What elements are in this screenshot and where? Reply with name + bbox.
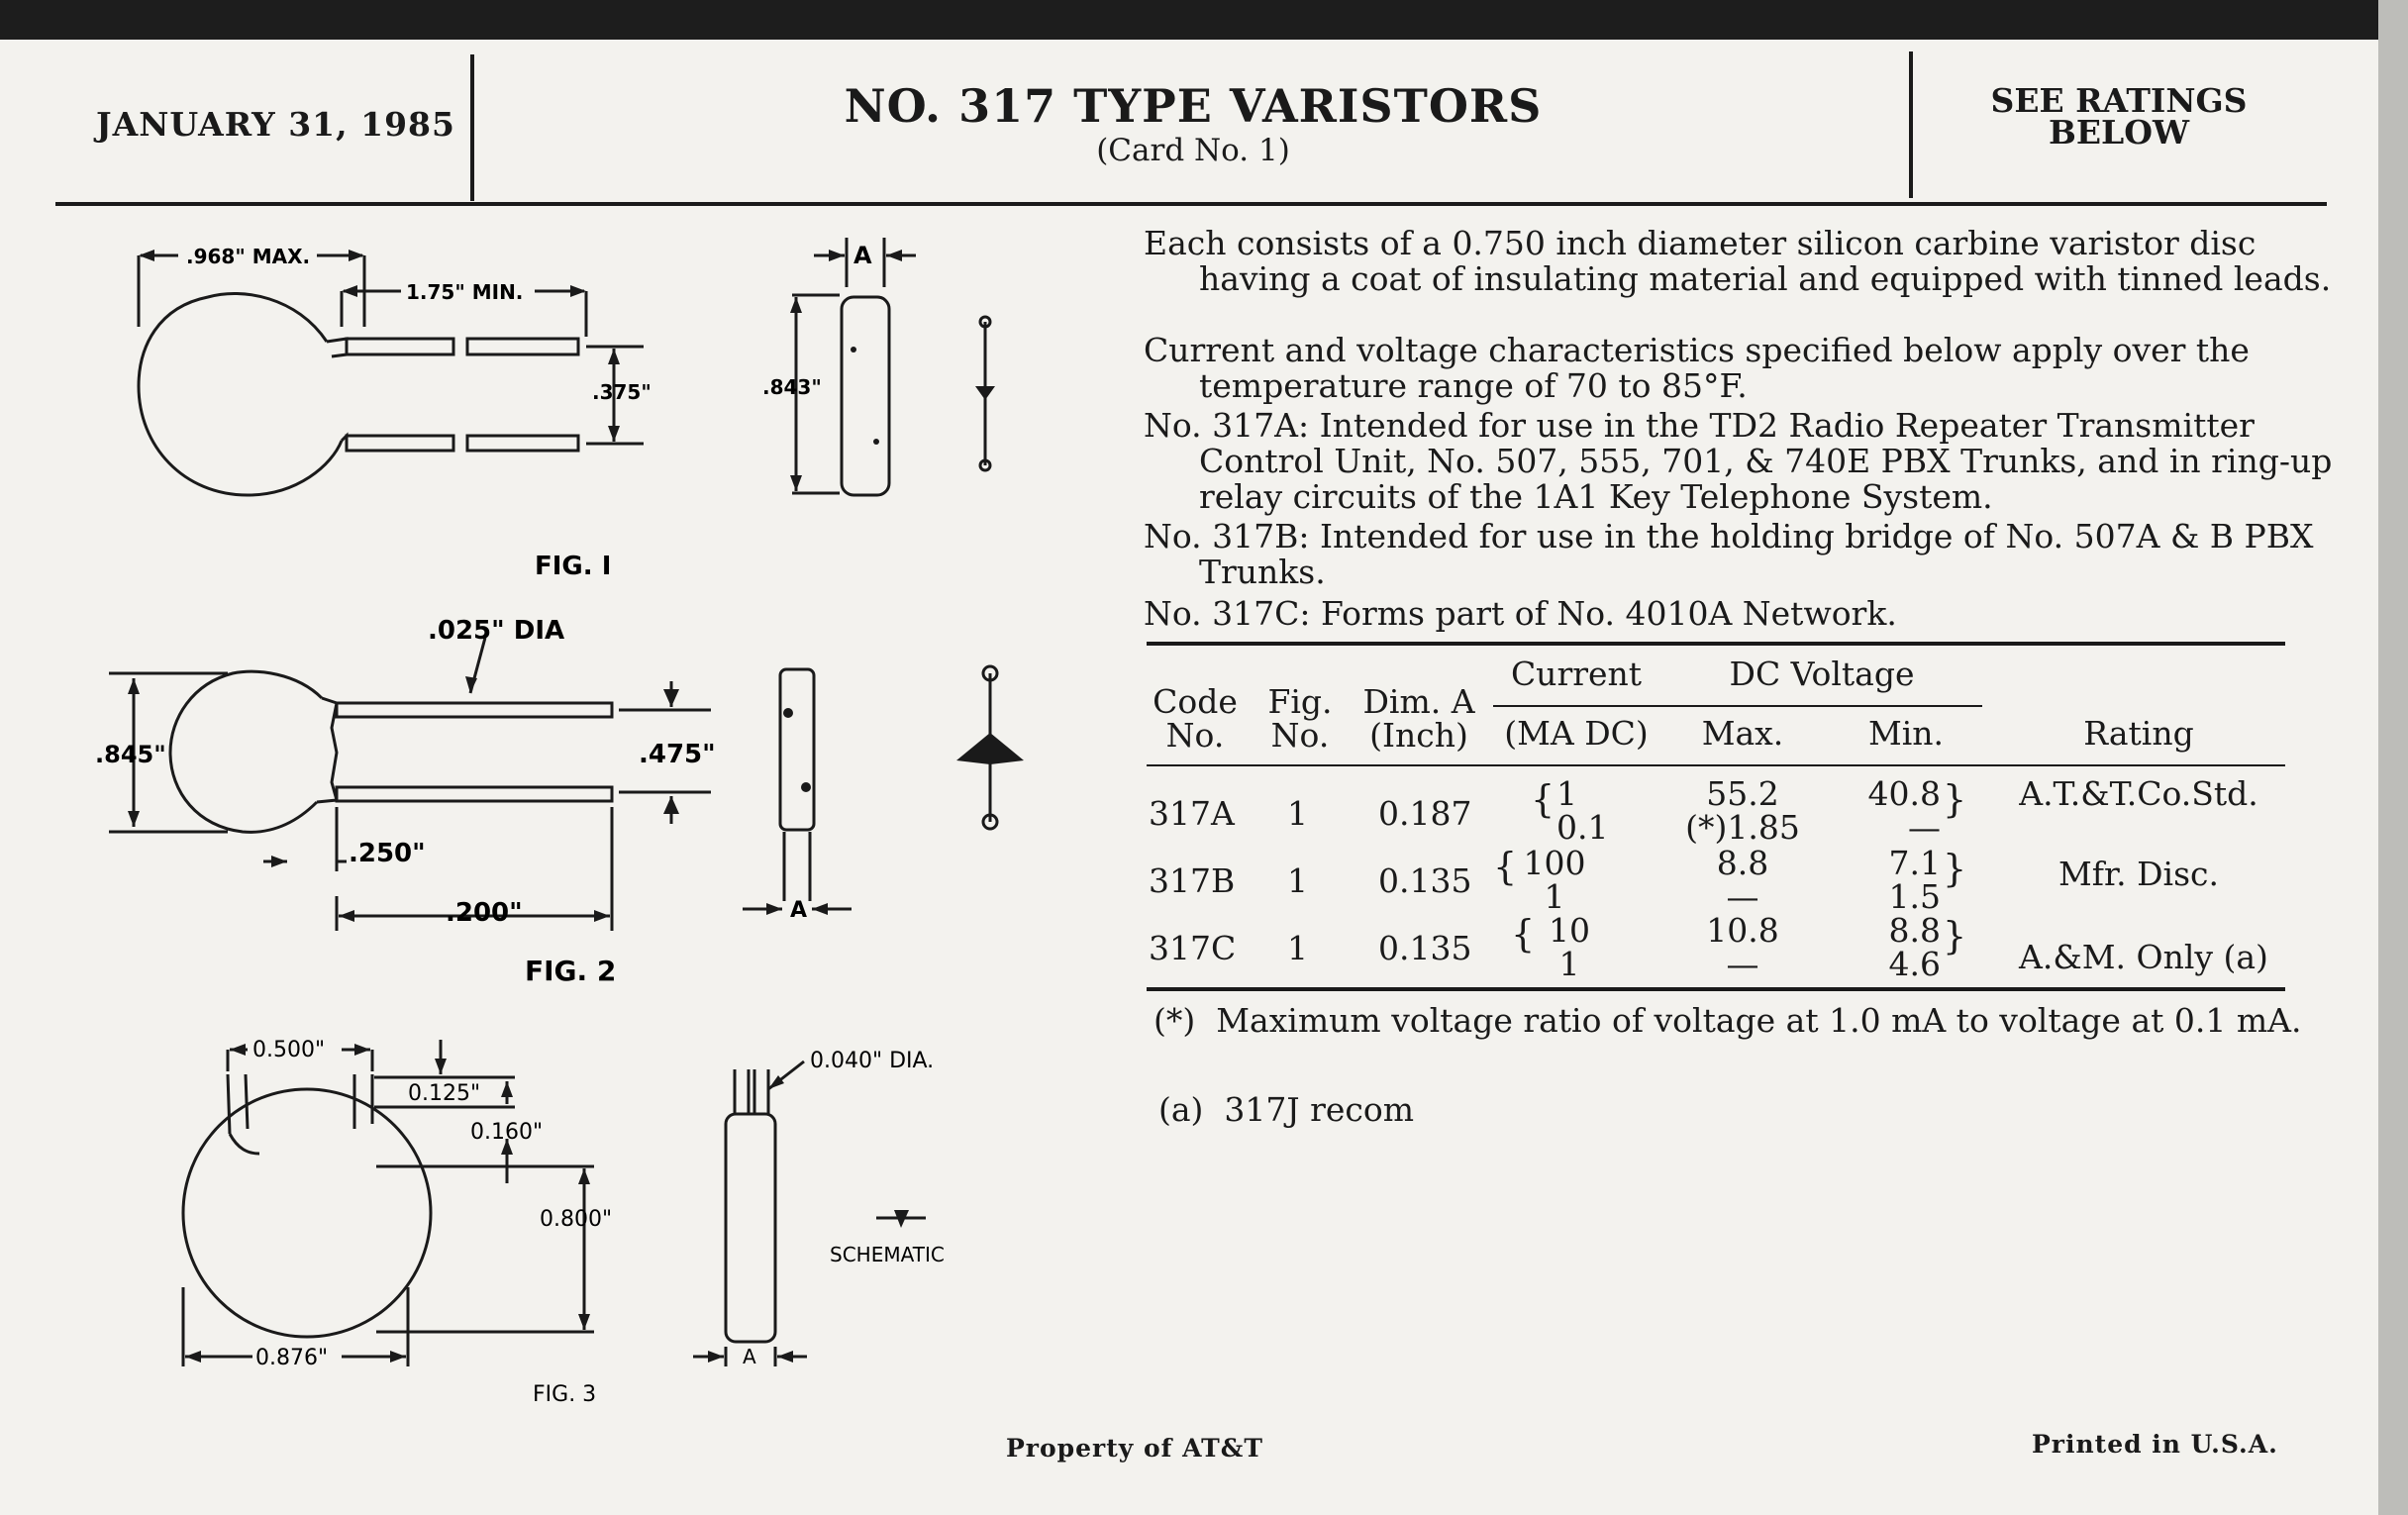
table-top-rule xyxy=(1147,642,2285,646)
cell-current-2: 0.1 xyxy=(1556,808,1609,847)
footnote-text: 317J recom xyxy=(1224,1090,1415,1129)
fig2-thickness: A xyxy=(790,898,808,923)
brace-open: { xyxy=(1493,845,1518,888)
table-bottom-rule xyxy=(1147,987,2285,991)
fig2-disc-body xyxy=(170,671,322,832)
header-divider-right xyxy=(1909,51,1913,198)
brace-open: { xyxy=(1531,777,1555,821)
th-code: Code No. xyxy=(1153,682,1238,755)
fig3-lead-spacing: 0.500" xyxy=(252,1038,326,1062)
page-title: NO. 317 TYPE VARISTORS xyxy=(844,79,1543,133)
fig3-width: 0.876" xyxy=(255,1346,329,1370)
th-current-unit: (MA DC) xyxy=(1504,714,1649,753)
th-current: Current xyxy=(1510,655,1643,693)
th-max: Max. xyxy=(1701,714,1784,753)
cell-rating: A.T.&T.Co.Std. xyxy=(2019,774,2258,813)
brace-open: { xyxy=(1511,912,1536,956)
cell-current-2: 1 xyxy=(1558,945,1580,983)
fig3-disc-body xyxy=(183,1089,431,1337)
description-para-2: Current and voltage characteristics specified below apply over the temperature range of 70 to 85°F. xyxy=(1144,331,2250,405)
fig2-dia: .845" xyxy=(95,741,166,768)
fig3-label: FIG. 3 xyxy=(533,1382,597,1407)
ratings-line-2: BELOW xyxy=(2048,113,2190,152)
ratings-note xyxy=(1931,81,2307,152)
brace-close: } xyxy=(1943,847,1967,890)
cell-max-1: 10.8 xyxy=(1706,911,1779,950)
cell-fig: 1 xyxy=(1287,794,1308,833)
cell-code: 317C xyxy=(1149,929,1237,967)
cell-current-2: 1 xyxy=(1544,877,1565,916)
header-date: JANUARY 31, 1985 xyxy=(96,105,455,144)
footnote-a xyxy=(1158,1090,1414,1129)
cell-min-2: 4.6 xyxy=(1888,945,1941,983)
figures-drawing xyxy=(0,0,1109,1446)
fig1-thickness: A xyxy=(853,242,872,269)
fig2-spacing: .475" xyxy=(639,740,716,769)
footer-printed: Printed in U.S.A. xyxy=(2032,1430,2278,1459)
cell-max-2: — xyxy=(1726,945,1759,983)
cell-min-1: 8.8 xyxy=(1888,911,1941,950)
cell-min-1: 7.1 xyxy=(1888,844,1941,882)
fig2-length: .200" xyxy=(446,898,523,928)
cell-max-1: 8.8 xyxy=(1716,844,1769,882)
fig1-spacing: .375" xyxy=(592,380,652,404)
cell-code: 317B xyxy=(1149,861,1236,900)
description-para-4: No. 317B: Intended for use in the holding bridge of No. 507A & B PBX Trunks. xyxy=(1144,517,2314,591)
cell-dim: 0.135 xyxy=(1378,861,1472,900)
cell-current-1: 10 xyxy=(1549,911,1590,950)
cell-fig: 1 xyxy=(1287,929,1308,967)
ratings-line-1: SEE RATINGS xyxy=(1990,81,2248,120)
cell-min-2: 1.5 xyxy=(1888,877,1941,916)
brace-close: } xyxy=(1943,777,1967,821)
fig1-disc-body xyxy=(139,293,342,495)
description-para-3: No. 317A: Intended for use in the TD2 Radio Repeater Transmitter Control Unit, No. 507, 555, 701, & 740E PBX Trunks, and in ring-up relay circuits of the 1A1 Key Telephone System. xyxy=(1144,406,2333,516)
description-para-5: No. 317C: Forms part of No. 4010A Network. xyxy=(1144,594,1897,633)
fig3-d1: 0.125" xyxy=(408,1081,481,1106)
fig2-offset: .250" xyxy=(349,839,426,868)
cell-code: 317A xyxy=(1149,794,1235,833)
fig3-lead-dia: 0.040" DIA. xyxy=(810,1049,935,1073)
cell-rating: A.&M. Only (a) xyxy=(2019,938,2268,976)
cell-dim: 0.135 xyxy=(1378,929,1472,967)
fig1-label: FIG. I xyxy=(535,552,612,581)
th-rating: Rating xyxy=(2083,714,2194,753)
fig1-max-dim: .968" MAX. xyxy=(186,245,311,268)
fig1-height: .843" xyxy=(762,375,822,399)
footnote-mark: (a) xyxy=(1158,1090,1204,1129)
fig3-height: 0.800" xyxy=(540,1207,613,1232)
description-para-1: Each consists of a 0.750 inch diameter silicon carbine varistor disc having a coat of insulating material and equipped with tinned leads. xyxy=(1144,224,2332,298)
cell-max-1: 55.2 xyxy=(1706,774,1779,813)
footer-property: Property of AT&T xyxy=(1006,1434,1263,1463)
th-dc-voltage: DC Voltage xyxy=(1729,655,1915,693)
th-min: Min. xyxy=(1867,714,1945,753)
footnote-text: Maximum voltage ratio of voltage at 1.0 mA to voltage at 0.1 mA. xyxy=(1216,1001,2302,1040)
brace-close: } xyxy=(1943,914,1967,958)
cell-current-1: 1 xyxy=(1556,774,1577,813)
cell-current-1: 100 xyxy=(1523,844,1586,882)
footnote-mark: (*) xyxy=(1154,1001,1196,1040)
cell-max-2: (*)1.85 xyxy=(1685,808,1800,847)
cell-min-1: 40.8 xyxy=(1867,774,1941,813)
card-edge xyxy=(2378,0,2408,1515)
fig3-d2: 0.160" xyxy=(470,1120,544,1145)
fig3-thickness: A xyxy=(743,1345,756,1368)
th-fig: Fig. No. xyxy=(1267,682,1333,755)
th-group-rule xyxy=(1493,705,1982,707)
fig2-schematic-symbol xyxy=(956,733,1024,764)
table-header-rule xyxy=(1147,764,2285,766)
cell-dim: 0.187 xyxy=(1378,794,1472,833)
cell-min-2: — xyxy=(1908,808,1941,847)
fig2-lead-dia: .025" DIA xyxy=(428,616,565,646)
fig2-label: FIG. 2 xyxy=(525,955,617,987)
footnote-star xyxy=(1154,1003,2357,1039)
fig3-schematic-label: SCHEMATIC xyxy=(830,1243,945,1266)
fig1-lead-min: 1.75" MIN. xyxy=(406,280,524,304)
page-subtitle: (Card No. 1) xyxy=(1096,133,1290,168)
th-dim: Dim. A (Inch) xyxy=(1362,682,1475,755)
cell-rating: Mfr. Disc. xyxy=(2057,855,2220,893)
cell-max-2: — xyxy=(1726,877,1759,916)
cell-fig: 1 xyxy=(1287,861,1308,900)
